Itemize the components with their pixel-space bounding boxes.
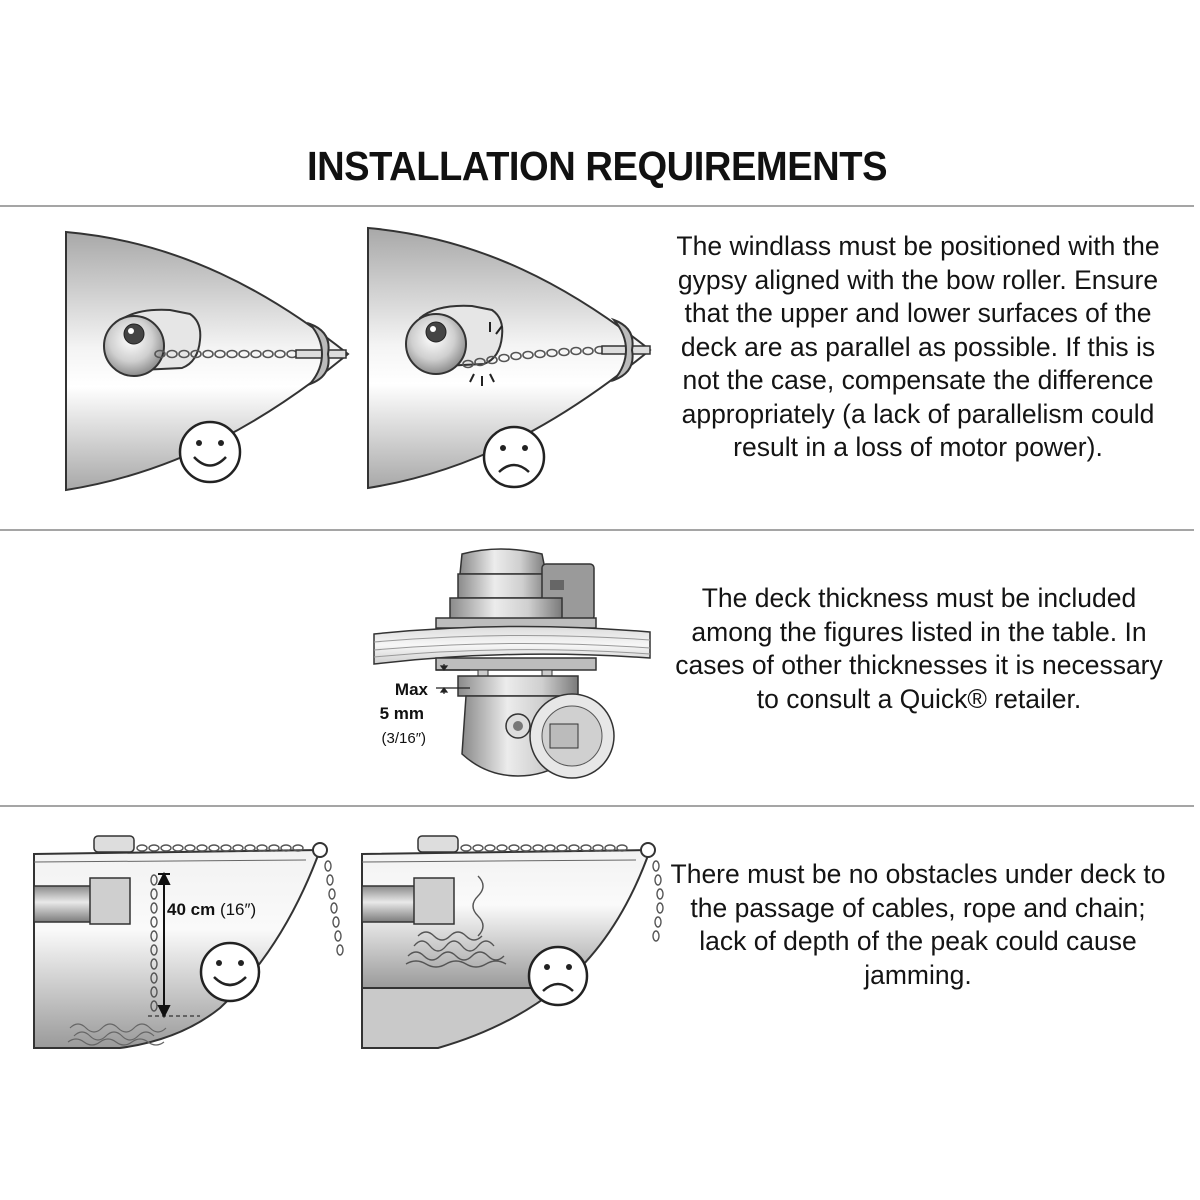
deck-thickness-figure [350, 540, 660, 800]
depth-value: 40 cm [167, 900, 216, 919]
depth-inch: (16″) [219, 900, 257, 919]
chain-hanging [325, 861, 343, 955]
divider-middle [0, 529, 1194, 531]
inch-label: (3/16″) [381, 730, 426, 747]
smiley-sad-icon [529, 947, 587, 1005]
chain-hanging [653, 861, 663, 941]
windlass-cover [460, 549, 546, 574]
windlass-base [90, 878, 130, 924]
windlass-top [418, 836, 458, 852]
aligned-bow-figure [60, 222, 360, 494]
smiley-sad-icon [484, 427, 544, 487]
chain-locker-good-figure [30, 828, 350, 1050]
page-title: INSTALLATION REQUIREMENTS [306, 143, 888, 189]
bow-roller-pin [313, 843, 327, 857]
smiley-happy-icon [180, 422, 240, 482]
windlass-top [94, 836, 134, 852]
section-2-text: The deck thickness must be included among the figures listed in the table. In cases of other thicknesses it is necessary to consult a Quick® retailer. [675, 583, 1163, 714]
divider-top [0, 205, 1194, 207]
bow-roller-pin [641, 843, 655, 857]
hull-bottom-shallow [362, 988, 558, 1048]
chain-deck [137, 845, 303, 851]
cross-pipe [362, 886, 420, 922]
mm-label: 5 mm [379, 704, 424, 723]
chain-locker-bad-figure [358, 828, 668, 1050]
windlass-base [414, 878, 454, 924]
misaligned-bow-figure [362, 222, 662, 494]
max-label: Max [394, 680, 428, 699]
divider-bottom [0, 805, 1194, 807]
hull-section [34, 850, 320, 1048]
depth-label [167, 900, 256, 920]
section-1-text: The windlass must be positioned with the gypsy aligned with the bow roller. Ensure that the upper and lower surfaces of the deck are as parallel as possible. If this is not the case, compensate the difference appropriately (a lack of parallelism could result in a loss of motor power). [676, 231, 1160, 462]
smiley-happy-icon [201, 943, 259, 1001]
section-3-text: There must be no obstacles under deck to the passage of cables, rope and chain; lack of depth of the peak could cause jamming. [670, 859, 1166, 990]
chain-deck [461, 845, 627, 851]
